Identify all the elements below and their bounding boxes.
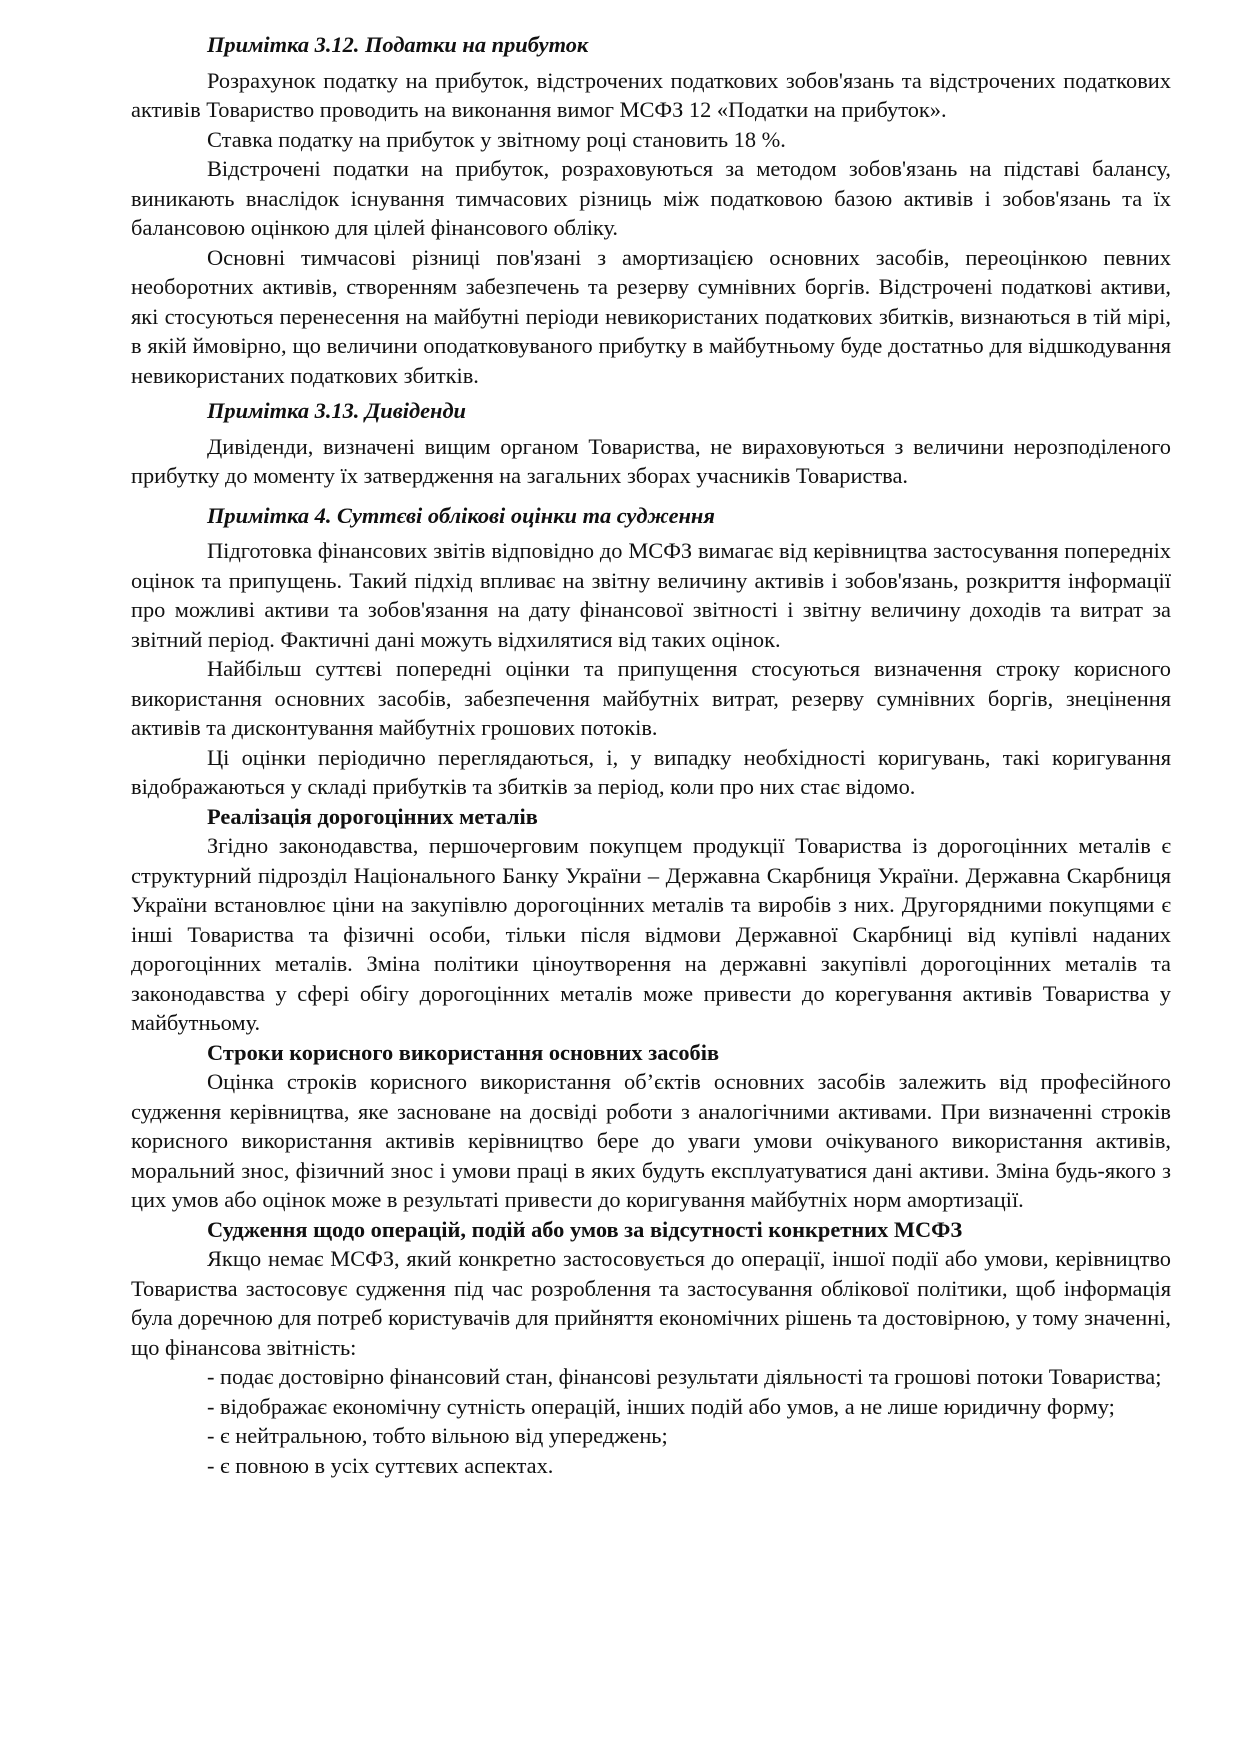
useful-life-section xyxy=(131,1038,1171,1215)
note-3-12-heading: Примітка 3.12. Податки на прибуток xyxy=(207,32,589,57)
note-3-12-paragraph-3: Відстрочені податки на прибуток, розраховуються за методом зобов'язань на підставі балансу, виникають внаслідок існування тимчасових різниць між податковою базою активів і зобов'язань та їх балансовою оцінкою для цілей фінансового обліку. xyxy=(131,156,1171,240)
precious-metals-heading: Реалізація дорогоцінних металів xyxy=(207,803,538,829)
note-3-12-paragraph-1: Розрахунок податку на прибуток, відстрочених податкових зобов'язань та відстрочених податкових активів Товариство проводить на виконання вимог МСФЗ 12 «Податки на прибуток». xyxy=(131,67,1171,122)
note-4-paragraph-1: Підготовка фінансових звітів відповідно до МСФЗ вимагає від керівництва застосування попередніх оцінок та припущень. Такий підхід впливає на звітну величину активів і зобов'язань, розкриття інформації про можливі активи та зобов'язання на дату фінансової звітності і звітну величину доходів та витрат за звітний період. Фактичні дані можуть відхилятися від таких оцінок. xyxy=(131,538,1171,652)
note-3-13-heading: Примітка 3.13. Дивіденди xyxy=(207,398,467,423)
judgement-list-item-3: - є нейтральною, тобто вільною від упереджень; xyxy=(207,1423,668,1448)
useful-life-heading: Строки корисного використання основних засобів xyxy=(207,1039,720,1065)
document-page xyxy=(131,30,1171,1480)
judgement-list-item-4: - є повною в усіх суттєвих аспектах. xyxy=(207,1452,554,1478)
note-3-12-paragraph-2: Ставка податку на прибуток у звітному році становить 18 %. xyxy=(207,126,786,152)
note-3-13-section xyxy=(131,396,1171,491)
note-3-12-paragraph-4: Основні тимчасові різниці пов'язані з амортизацією основних засобів, переоцінкою певних необоротних активів, створенням забезпечень та резерву сумнівних боргів. Відстрочені податкові активи, які стосуються перенесення на майбутні періоди невикористаних податкових збитків, визнаються в тій мірі, в якій ймовірно, що величини оподатковуваного прибутку в майбутньому буде достатньо для відшкодування невикористаних податкових збитків. xyxy=(131,244,1171,388)
judgement-list-item-2: - відображає економічну сутність операцій, інших подій або умов, а не лише юридичну форму; xyxy=(207,1393,1115,1419)
judgement-heading: Судження щодо операцій, подій або умов за відсутності конкретних МСФЗ xyxy=(207,1216,963,1242)
note-3-12-section xyxy=(131,30,1171,390)
note-4-section xyxy=(131,501,1171,802)
note-4-heading: Примітка 4. Суттєві облікові оцінки та судження xyxy=(207,502,715,528)
useful-life-paragraph-1: Оцінка строків корисного використання об’єктів основних засобів залежить від професійного судження керівництва, яке засноване на досвіді роботи з аналогічними активами. При визначенні строків корисного використання активів керівництво бере до уваги умови очікуваного використання активів, моральний знос, фізичний знос і умови праці в яких будуть експлуатуватися дані активи. Зміна будь-якого з цих умов або оцінок може в результаті привести до коригування майбутніх норм амортизації. xyxy=(131,1069,1171,1212)
precious-metals-section xyxy=(131,802,1171,1038)
judgement-list-item-1: - подає достовірно фінансовий стан, фінансові результати діяльності та грошові потоки Товариства; xyxy=(207,1364,1162,1389)
note-3-13-paragraph-1: Дивіденди, визначені вищим органом Товариства, не вираховуються з величини нерозподіленого прибутку до моменту їх затвердження на загальних зборах учасників Товариства. xyxy=(131,433,1171,488)
judgement-section xyxy=(131,1215,1171,1481)
note-4-paragraph-3: Ці оцінки періодично переглядаються, і, у випадку необхідності коригувань, такі коригування відображаються у складі прибутків та збитків за період, коли про них стає відомо. xyxy=(131,744,1171,799)
precious-metals-paragraph-1: Згідно законодавства, першочерговим покупцем продукції Товариства із дорогоцінних металів є структурний підрозділ Національного Банку України – Державна Скарбниця України. Державна Скарбниця України встановлює ціни на закупівлю дорогоцінних металів та виробів з них. Другорядними покупцями є інші Товариства та фізичні особи, тільки після відмови Державної Скарбниці від купівлі наданих дорогоцінних металів. Зміна політики ціноутворення на державні закупівлі дорогоцінних металів та законодавства у сфері обігу дорогоцінних металів може привести до корегування активів Товариства у майбутньому. xyxy=(131,833,1171,1035)
note-4-paragraph-2: Найбільш суттєві попередні оцінки та припущення стосуються визначення строку корисного використання основних засобів, забезпечення майбутніх витрат, резерву сумнівних боргів, знецінення активів та дисконтування майбутніх грошових потоків. xyxy=(131,656,1171,740)
judgement-paragraph-1: Якщо немає МСФЗ, який конкретно застосовується до операції, іншої події або умови, керівництво Товариства застосовує судження під час розроблення та застосування облікової політики, щоб інформація була доречною для потреб користувачів для прийняття економічних рішень та достовірною, у тому значенні, що фінансова звітність: xyxy=(131,1246,1171,1360)
